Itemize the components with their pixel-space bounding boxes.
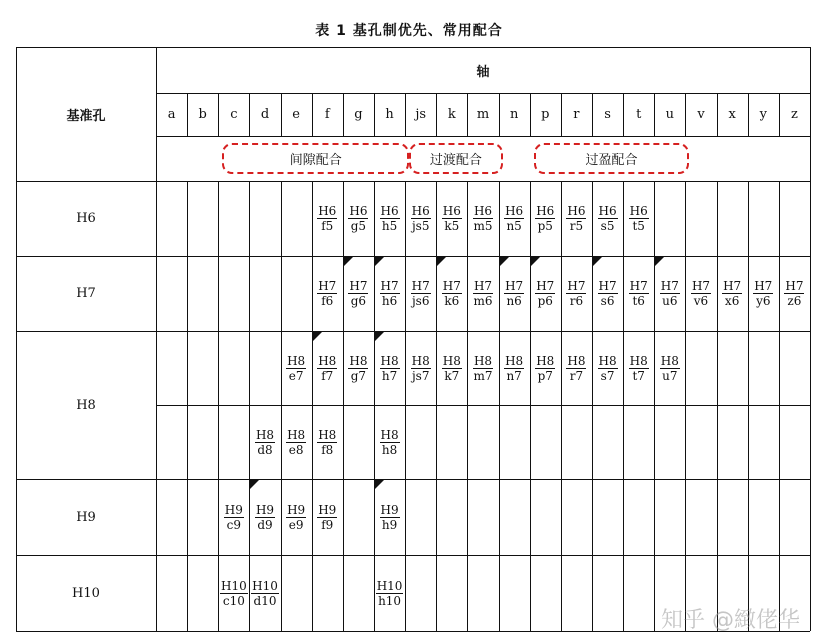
fit-fraction	[374, 479, 405, 555]
fit-fraction	[281, 479, 312, 555]
fit-denominator: m6	[473, 294, 493, 308]
fit-denominator: c9	[226, 517, 242, 532]
fit-denominator: e9	[288, 517, 304, 532]
fit-denominator: x6	[724, 294, 740, 308]
fit-denominator: c10	[222, 593, 245, 608]
fit-denominator: r7	[569, 368, 584, 383]
fit-numerator: H6	[473, 204, 493, 218]
fit-numerator: H7	[723, 279, 742, 293]
fit-fraction	[467, 331, 498, 405]
fit-fraction	[312, 181, 343, 256]
preferred-fit-marker	[344, 257, 353, 266]
fit-fraction	[405, 256, 436, 331]
fit-fraction	[374, 256, 405, 331]
fit-numerator: H8	[411, 353, 430, 368]
shaft-letter: b	[198, 107, 207, 122]
shaft-letter: y	[759, 107, 767, 122]
fit-fraction	[685, 256, 716, 331]
fit-denominator: r6	[569, 294, 584, 308]
fit-numerator: H7	[505, 279, 524, 293]
fit-numerator: H8	[318, 353, 337, 368]
shaft-letter: z	[790, 107, 798, 122]
fit-denominator: f5	[321, 219, 334, 233]
shaft-letter: n	[509, 107, 519, 122]
fit-denominator: k5	[444, 219, 460, 233]
fit-denominator: d8	[257, 442, 273, 457]
fit-numerator: H8	[318, 427, 337, 442]
shaft-letter: x	[728, 107, 736, 122]
fit-fraction	[374, 181, 405, 256]
fit-denominator: h9	[381, 517, 398, 532]
fit-denominator: k7	[444, 368, 460, 383]
fit-numerator: H8	[287, 427, 306, 442]
fit-denominator: f6	[321, 294, 334, 308]
shaft-letter: a	[167, 107, 176, 122]
fit-numerator: H7	[660, 279, 679, 293]
base-hole-label: H8	[76, 397, 96, 413]
shaft-letter: s	[604, 107, 611, 122]
column-line	[685, 181, 686, 631]
fit-denominator: e7	[288, 368, 304, 383]
fit-numerator: H6	[318, 204, 337, 218]
fit-numerator: H7	[567, 279, 586, 293]
shaft-letter: d	[260, 107, 270, 122]
fit-fraction	[592, 331, 623, 405]
column-line	[717, 181, 718, 631]
fit-denominator: g6	[350, 294, 367, 308]
fit-fraction	[623, 256, 654, 331]
fit-denominator: n7	[506, 368, 522, 383]
fit-denominator: f8	[321, 442, 334, 457]
fit-fraction	[281, 405, 312, 479]
fit-fraction	[343, 181, 374, 256]
fit-numerator: H6	[442, 204, 461, 218]
fit-fraction	[218, 555, 249, 631]
fit-fraction	[249, 405, 280, 479]
fit-numerator: H6	[505, 204, 524, 218]
fit-numerator: H7	[629, 279, 648, 293]
preferred-fit-marker	[500, 257, 509, 266]
fit-denominator: d9	[257, 517, 273, 532]
fit-denominator: js6	[411, 294, 430, 308]
fit-numerator: H7	[411, 279, 430, 293]
fit-numerator: H8	[660, 353, 679, 368]
fit-numerator: H6	[629, 204, 648, 218]
fit-denominator: js5	[411, 219, 430, 233]
fit-numerator: H8	[380, 427, 399, 442]
fit-numerator: H8	[629, 353, 648, 368]
fit-denominator: y6	[756, 294, 771, 308]
preferred-fit-marker	[250, 480, 259, 489]
fit-group-label: 间隙配合	[222, 143, 409, 174]
fit-fraction	[343, 331, 374, 405]
table-title: 表 1 基孔制优先、常用配合	[315, 23, 503, 39]
fit-denominator: js7	[411, 368, 430, 383]
fit-numerator: H7	[691, 279, 711, 293]
fit-denominator: s5	[600, 219, 615, 233]
fit-numerator: H8	[255, 427, 275, 442]
fit-denominator: v6	[693, 294, 709, 308]
fit-fraction	[561, 331, 592, 405]
base-hole-label: H9	[76, 509, 96, 525]
fit-fraction	[405, 331, 436, 405]
fit-denominator: t6	[632, 294, 645, 308]
letter-row-line	[156, 136, 810, 137]
fit-numerator: H8	[473, 353, 493, 368]
fit-numerator: H6	[380, 204, 399, 218]
fit-numerator: H8	[536, 353, 555, 368]
fit-fraction	[343, 256, 374, 331]
fit-group-label: 过渡配合	[409, 143, 502, 174]
fit-numerator: H9	[318, 502, 337, 517]
fit-numerator: H8	[505, 353, 524, 368]
preferred-fit-marker	[593, 257, 602, 266]
fit-denominator: u7	[662, 368, 678, 383]
shaft-letter: r	[573, 107, 580, 122]
fit-denominator: z6	[787, 294, 802, 308]
fit-numerator: H6	[567, 204, 586, 218]
fit-denominator: h5	[381, 219, 398, 233]
fit-denominator: g5	[350, 219, 367, 233]
fit-denominator: t5	[632, 219, 645, 233]
fit-denominator: s7	[600, 368, 615, 383]
shaft-letter: u	[665, 107, 675, 122]
preferred-fit-marker	[375, 480, 384, 489]
fit-denominator: u6	[662, 294, 678, 308]
fit-denominator: p5	[537, 219, 553, 233]
table-border-right	[810, 47, 811, 631]
shaft-letter: g	[354, 107, 363, 122]
fit-fraction	[467, 256, 498, 331]
fit-fraction	[467, 181, 498, 256]
fit-fraction	[530, 256, 561, 331]
fit-numerator: H7	[598, 279, 617, 293]
fit-numerator: H6	[349, 204, 368, 218]
fit-group-label: 过盈配合	[534, 143, 690, 174]
fit-numerator: H7	[754, 279, 773, 293]
shaft-letter: h	[385, 107, 394, 122]
fit-numerator: H9	[255, 502, 275, 517]
fit-fraction	[654, 331, 685, 405]
fit-fraction	[436, 181, 467, 256]
shaft-letter: t	[636, 107, 642, 122]
fit-denominator: d10	[253, 593, 277, 608]
fit-numerator: H8	[442, 353, 461, 368]
preferred-fit-marker	[375, 332, 384, 341]
fit-numerator: H7	[349, 279, 368, 293]
fit-numerator: H7	[536, 279, 555, 293]
fit-denominator: g7	[350, 368, 367, 383]
fit-denominator: h8	[381, 442, 398, 457]
fit-fraction	[374, 405, 405, 479]
fit-numerator: H8	[287, 353, 306, 368]
fit-numerator: H10	[252, 578, 278, 593]
fit-fraction	[748, 256, 779, 331]
fit-numerator: H7	[785, 279, 804, 293]
fit-fraction	[405, 181, 436, 256]
fit-denominator: n6	[506, 294, 522, 308]
fit-fraction	[374, 331, 405, 405]
watermark: 知乎 @緻佬华	[661, 608, 800, 633]
fit-numerator: H6	[411, 204, 430, 218]
fit-denominator: n5	[506, 219, 522, 233]
fit-fraction	[499, 181, 530, 256]
fit-denominator: h10	[378, 593, 402, 608]
fit-fraction	[312, 331, 343, 405]
fit-fraction	[592, 256, 623, 331]
fit-numerator: H8	[598, 353, 617, 368]
fit-denominator: p7	[537, 368, 553, 383]
column-line	[748, 181, 749, 631]
fit-fraction	[312, 479, 343, 555]
shaft-letter: c	[230, 107, 238, 122]
fit-fraction	[374, 555, 405, 631]
base-hole-label: H10	[72, 585, 100, 601]
preferred-fit-marker	[655, 257, 664, 266]
shaft-letter: m	[476, 107, 490, 122]
fit-fraction	[499, 331, 530, 405]
shaft-letter: f	[324, 107, 330, 122]
base-hole-label: H7	[76, 286, 96, 301]
fit-numerator: H7	[473, 279, 493, 293]
fit-denominator: p6	[537, 294, 553, 308]
column-line	[187, 181, 188, 631]
fit-fraction	[623, 181, 654, 256]
shaft-letter: v	[697, 107, 705, 122]
fit-numerator: H6	[536, 204, 555, 218]
shaft-letter: e	[292, 107, 300, 122]
fit-numerator: H7	[318, 279, 337, 293]
fit-fraction	[654, 256, 685, 331]
fit-numerator: H7	[442, 279, 461, 293]
fit-fraction	[717, 256, 748, 331]
preferred-fit-marker	[437, 257, 446, 266]
preferred-fit-marker	[375, 257, 384, 266]
fit-denominator: s6	[600, 294, 615, 308]
fit-denominator: t7	[632, 368, 645, 383]
fit-fraction	[281, 331, 312, 405]
fit-fraction	[530, 181, 561, 256]
shaft-letter: k	[447, 107, 456, 122]
fit-numerator: H8	[380, 353, 399, 368]
fit-numerator: H9	[287, 502, 306, 517]
fit-denominator: m5	[473, 219, 493, 233]
column-line	[654, 181, 655, 631]
fit-fraction	[312, 405, 343, 479]
fit-denominator: e8	[288, 442, 304, 457]
fit-numerator: H7	[380, 279, 399, 293]
fit-numerator: H9	[224, 502, 243, 517]
fit-fraction	[312, 256, 343, 331]
fit-fraction	[623, 331, 654, 405]
fit-fraction	[561, 181, 592, 256]
shaft-header: 轴	[476, 64, 490, 80]
fit-fraction	[779, 256, 810, 331]
preferred-fit-marker	[531, 257, 540, 266]
fit-fraction	[218, 479, 249, 555]
fit-fraction	[561, 256, 592, 331]
base-hole-header: 基准孔	[66, 108, 106, 124]
fit-numerator: H8	[349, 353, 368, 368]
fit-denominator: f9	[321, 517, 334, 532]
fit-denominator: h7	[381, 368, 398, 383]
fit-fraction	[249, 555, 280, 631]
shaft-letter: js	[415, 107, 427, 122]
fit-denominator: m7	[473, 368, 493, 383]
fit-denominator: h6	[381, 294, 398, 308]
fit-numerator: H6	[598, 204, 617, 218]
fit-fraction	[499, 256, 530, 331]
fit-numerator: H9	[380, 502, 399, 517]
fit-fraction	[436, 256, 467, 331]
fit-denominator: k6	[444, 294, 460, 308]
fit-fraction	[249, 479, 280, 555]
column-line	[779, 181, 780, 631]
fit-numerator: H8	[567, 353, 586, 368]
fit-fraction	[436, 331, 467, 405]
fit-numerator: H10	[376, 578, 403, 593]
fit-numerator: H10	[220, 578, 247, 593]
shaft-letter: p	[541, 107, 550, 122]
fit-fraction	[592, 181, 623, 256]
preferred-fit-marker	[313, 332, 322, 341]
fit-denominator: r5	[569, 219, 584, 233]
fit-denominator: f7	[321, 368, 334, 383]
base-hole-label: H6	[76, 211, 96, 226]
fit-fraction	[530, 331, 561, 405]
